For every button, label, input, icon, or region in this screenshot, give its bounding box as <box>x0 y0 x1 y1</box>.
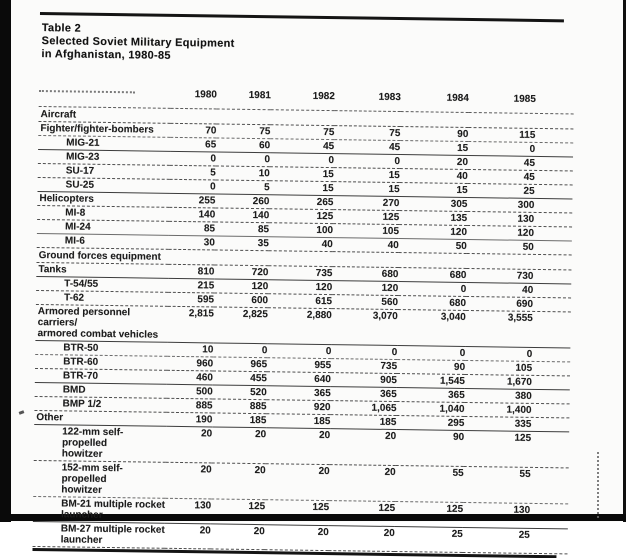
equipment-table <box>33 86 574 554</box>
cell-value: 45 <box>322 140 335 153</box>
row-label-line2: launcher <box>60 534 103 546</box>
cell-value: 735 <box>380 360 398 373</box>
table-title <box>41 22 574 68</box>
row-label-line1: MI-6 <box>64 235 85 247</box>
cell-value: 20 <box>254 465 266 477</box>
cell-value: 85 <box>257 224 270 236</box>
cell-value: 125 <box>248 500 266 513</box>
row-label <box>33 496 165 523</box>
cell-value: 85 <box>203 223 216 235</box>
row-label-line1: MI-8 <box>65 207 86 219</box>
cell-value: 305 <box>450 198 468 210</box>
cell-value: 65 <box>204 139 217 151</box>
cell-value: 905 <box>380 374 397 387</box>
row-label-line1: T-54/55 <box>64 278 99 290</box>
cell-value: 885 <box>195 400 213 412</box>
row-label-line1: T-62 <box>63 292 85 304</box>
cell-value: 2,815 <box>188 308 214 320</box>
cell-value: 215 <box>197 280 215 292</box>
cell-value: 75 <box>259 126 271 138</box>
cell-value: 0 <box>526 348 533 360</box>
cell-value: 270 <box>382 197 400 210</box>
cell-value: 20 <box>254 429 267 441</box>
cell-value: 120 <box>251 280 269 293</box>
cell-value: 125 <box>382 211 400 224</box>
cell-value: 135 <box>450 212 468 224</box>
row-label-line1: SU-25 <box>65 179 95 191</box>
cell-value: 55 <box>519 468 531 480</box>
cell-value: 125 <box>312 501 330 514</box>
row-label-line1: Helicopters <box>39 193 94 205</box>
cell-value: 100 <box>316 224 334 237</box>
row-label-line1: MIG-21 <box>66 137 100 149</box>
cell-value: 25 <box>523 185 535 197</box>
cell-value: 70 <box>205 125 217 137</box>
row-label-line1: 122-mm self-propelled <box>61 426 124 449</box>
cell-value: 40 <box>521 284 534 296</box>
cell-value: 15 <box>388 169 400 182</box>
cell-value: 1,670 <box>506 376 532 388</box>
cell-value: 500 <box>195 386 213 398</box>
cell-value: 140 <box>252 209 270 222</box>
cell-value: 15 <box>388 183 400 196</box>
table-title-line1: Selected Soviet Military Equipment <box>41 35 235 50</box>
cell-value: 20 <box>318 465 330 478</box>
cell-value: 20 <box>200 428 213 440</box>
row-label <box>34 424 166 462</box>
cell-value: 190 <box>195 414 213 426</box>
cell-value: 0 <box>460 283 467 295</box>
row-label-line1: 152-mm self-propelled <box>61 462 123 485</box>
year-header: 1981 <box>248 89 271 102</box>
cell-value: 60 <box>258 140 271 152</box>
header-spacer <box>39 86 171 108</box>
row-label-line2: armored combat vehicles <box>37 327 159 341</box>
year-header: 1982 <box>312 90 335 103</box>
cell-value <box>400 112 468 128</box>
cell-value: 720 <box>251 266 269 279</box>
cell-value: 10 <box>202 344 214 356</box>
cell-value: 125 <box>378 502 396 515</box>
row-label <box>33 460 165 498</box>
cell-value: 365 <box>447 389 465 401</box>
table-body <box>33 106 574 553</box>
row-label <box>33 521 165 548</box>
cell-value: 50 <box>522 241 534 253</box>
cell-value: 20 <box>253 526 265 538</box>
cell-value: 20 <box>384 466 396 479</box>
row-label-line1: BTR-60 <box>63 356 99 368</box>
row-label-line1: BMP 1/2 <box>62 398 102 410</box>
cell-value: 15 <box>322 168 334 181</box>
cell-value <box>468 112 573 128</box>
cell-value: 25 <box>451 528 463 540</box>
cell-value: 45 <box>388 141 401 154</box>
cell-value: 0 <box>328 155 335 167</box>
year-header: 1980 <box>194 89 217 101</box>
cell-value: 45 <box>523 171 535 183</box>
cell-value: 40 <box>387 239 399 252</box>
row-label-line1: BM-27 multiple rocket <box>60 523 165 536</box>
cell-value: 3,555 <box>507 312 533 324</box>
cell-value: 105 <box>382 225 400 238</box>
cell-value <box>170 108 216 124</box>
cell-value: 0 <box>264 154 271 166</box>
cell-value: 20 <box>318 429 331 442</box>
cell-value <box>214 250 268 266</box>
cell-value: 15 <box>456 184 468 196</box>
cell-value: 20 <box>317 526 329 539</box>
cell-value: 75 <box>323 126 335 139</box>
row-label-line1: Tanks <box>38 264 67 276</box>
cell-value: 120 <box>315 281 333 294</box>
cell-value: 15 <box>456 142 469 154</box>
cell-value: 680 <box>381 268 399 281</box>
cell-value: 0 <box>394 155 401 168</box>
cell-value <box>398 253 466 269</box>
cell-value: 50 <box>455 240 467 252</box>
cell-value: 335 <box>514 418 532 430</box>
cell-value: 810 <box>197 266 215 278</box>
cell-value: 90 <box>457 128 469 140</box>
row-label-line1: Other <box>36 411 64 424</box>
cell-value: 460 <box>196 372 213 384</box>
year-header: 1985 <box>513 93 536 105</box>
cell-value: 640 <box>314 373 331 386</box>
cell-value: 20 <box>384 430 397 443</box>
row-label-line1: Fighter/fighter-bombers <box>40 123 154 136</box>
cell-value: 615 <box>315 295 333 308</box>
cell-value: 0 <box>210 153 217 165</box>
row-label-line2: howitzer <box>61 484 102 496</box>
cell-value: 120 <box>381 282 399 295</box>
cell-value: 140 <box>198 209 216 221</box>
cell-value: 125 <box>446 503 464 515</box>
cell-value: 5 <box>210 167 216 179</box>
cell-value: 920 <box>313 401 331 414</box>
cell-value: 520 <box>249 386 267 399</box>
scan-artifact-speck <box>19 410 25 415</box>
row-label-line1: BMD <box>62 384 86 396</box>
cell-value: 260 <box>252 195 270 208</box>
cell-value: 40 <box>321 238 333 251</box>
cell-value: 560 <box>381 296 399 309</box>
cell-value: 35 <box>257 238 269 250</box>
cell-value: 380 <box>514 390 532 402</box>
cell-value: 885 <box>249 400 267 413</box>
cell-value: 20 <box>199 525 211 537</box>
cell-value: 300 <box>517 199 535 211</box>
cell-value: 185 <box>379 416 397 429</box>
cell-value: 185 <box>313 415 331 428</box>
cell-value: 0 <box>529 143 536 155</box>
cell-value: 730 <box>516 270 534 282</box>
row-label-line1: BM-21 multiple rocket <box>61 498 166 511</box>
cell-value <box>268 251 332 267</box>
cell-value: 690 <box>516 298 534 310</box>
cell-value: 120 <box>517 227 535 239</box>
cell-value: 5 <box>263 182 270 194</box>
cell-value: 265 <box>316 196 334 209</box>
cell-value: 0 <box>459 347 466 359</box>
cell-value: 965 <box>250 358 268 371</box>
cell-value: 25 <box>518 529 530 541</box>
cell-value: 2,825 <box>242 308 268 321</box>
cell-value: 115 <box>519 129 536 141</box>
row-label <box>35 304 167 342</box>
table-number: Table 2 <box>41 22 82 35</box>
cell-value: 20 <box>456 156 469 168</box>
scan-artifact-dotted-line <box>597 452 599 518</box>
cell-value: 90 <box>453 361 466 373</box>
cell-value: 30 <box>203 237 215 249</box>
cell-value <box>270 110 334 126</box>
cell-value: 105 <box>515 362 533 374</box>
cell-value: 55 <box>452 467 464 479</box>
cell-value <box>216 109 270 125</box>
row-label-line1: SU-17 <box>65 165 95 177</box>
cell-value: 90 <box>452 431 465 443</box>
cell-value <box>334 111 400 127</box>
cell-value: 365 <box>313 387 331 400</box>
table-content <box>32 12 574 558</box>
cell-value: 680 <box>449 269 467 281</box>
cell-value: 130 <box>517 213 535 225</box>
scan-edge-left-bar <box>0 0 11 522</box>
table-top-rule <box>40 12 564 22</box>
cell-value <box>168 249 214 265</box>
cell-value: 255 <box>198 195 216 207</box>
cell-value: 15 <box>322 182 334 195</box>
table-title-line2: in Afghanistan, 1980-85 <box>41 48 171 62</box>
cell-value: 455 <box>250 372 267 385</box>
cell-value: 2,880 <box>306 309 332 322</box>
cell-value: 40 <box>456 170 468 182</box>
cell-value: 0 <box>325 346 332 358</box>
cell-value: 10 <box>258 168 270 180</box>
cell-value: 0 <box>261 345 268 357</box>
cell-value: 3,070 <box>372 310 398 323</box>
cell-value: 960 <box>196 358 214 370</box>
cell-value: 1,040 <box>439 403 465 415</box>
cell-value: 125 <box>316 210 334 223</box>
cell-value: 295 <box>447 417 465 429</box>
cell-value: 680 <box>449 297 467 309</box>
cell-value <box>332 252 398 268</box>
cell-value <box>466 253 571 269</box>
cell-value: 0 <box>209 181 216 193</box>
row-label-line1: BTR-70 <box>62 370 99 382</box>
cell-value: 365 <box>379 388 397 401</box>
cell-value: 1,065 <box>371 402 397 415</box>
cell-value: 20 <box>383 527 395 540</box>
year-header: 1983 <box>378 91 401 104</box>
cell-value: 130 <box>513 504 531 516</box>
cell-value: 75 <box>389 127 401 140</box>
cell-value: 0 <box>391 346 398 359</box>
cell-value: 735 <box>315 267 333 280</box>
row-label-line1: Aircraft <box>40 109 77 121</box>
cell-value: 955 <box>314 359 332 372</box>
row-label-line1: BTR-50 <box>63 342 99 354</box>
cell-value: 595 <box>197 294 215 306</box>
cell-value: 600 <box>251 294 269 307</box>
cell-value: 185 <box>249 414 267 427</box>
row-label-line1: MI-24 <box>64 221 91 233</box>
cell-value: 125 <box>514 432 532 444</box>
cell-value: 45 <box>523 157 536 169</box>
cell-value: 130 <box>194 500 212 512</box>
cell-value: 1,545 <box>439 375 465 387</box>
scan-dotted-line <box>39 90 135 93</box>
cell-value: 3,040 <box>440 311 466 323</box>
cell-value: 20 <box>200 464 212 476</box>
row-label-line2: launcher <box>60 509 103 521</box>
row-label-line2: howitzer <box>61 448 103 460</box>
cell-value: 1,400 <box>506 404 532 416</box>
row-label-line1: Armored personnel carriers/ <box>37 305 131 329</box>
year-header: 1984 <box>446 92 469 104</box>
row-label-line1: Ground forces equipment <box>38 250 161 263</box>
cell-value: 120 <box>450 226 468 238</box>
row-label-line1: MIG-23 <box>65 151 100 163</box>
